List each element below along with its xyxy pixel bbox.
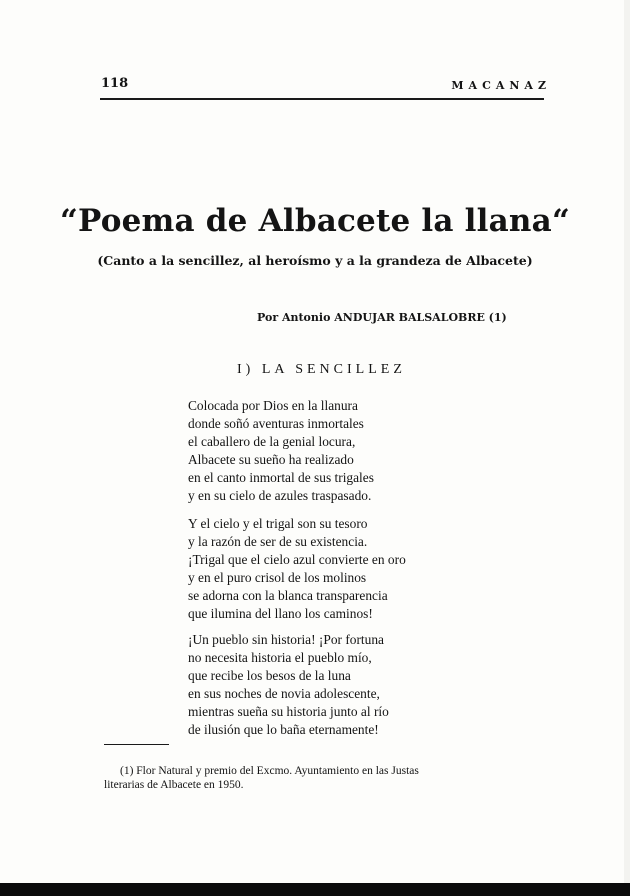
page-number: 118 [101,76,129,91]
verse-line: mientras sueña su historia junto al río [188,704,389,719]
verse-line: Colocada por Dios en la llanura [188,398,358,413]
verse-line: y en su cielo de azules traspasado. [188,488,372,503]
verse-line: no necesita historia el pueblo mío, [188,650,372,665]
verse-line: y la razón de ser de su existencia. [188,534,368,549]
verse-line: en el canto inmortal de sus trigales [188,470,374,485]
scan-bottom-border [0,883,630,896]
verse-line: de ilusión que lo baña eternamente! [188,722,379,737]
verse-line: ¡Trigal que el cielo azul convierte en oro [188,552,406,567]
poem-subtitle: (Canto a la sencillez, al heroísmo y a la grandeza de Albacete) [97,253,533,268]
verse-line: Y el cielo y el trigal son su tesoro [188,516,368,531]
section-heading: I) LA SENCILLEZ [237,362,406,377]
footnote [104,764,544,792]
footnote-line: (1) Flor Natural y premio del Excmo. Ayuntamiento en las Justas [120,765,419,777]
verse-line: se adorna con la blanca transparencia [188,588,388,603]
running-title: MACANAZ [451,79,551,92]
scan-page-edge [624,0,630,883]
footnote-rule [104,744,169,745]
verse-line: en sus noches de novia adolescente, [188,686,380,701]
footnote-line: literarias de Albacete en 1950. [104,779,244,791]
verse-line: donde soñó aventuras inmortales [188,416,364,431]
verse-line: que ilumina del llano los caminos! [188,606,373,621]
verse-line: Albacete su sueño ha realizado [188,452,354,467]
header-rule [100,98,544,100]
stanza-3 [188,631,389,739]
verse-line: ¡Un pueblo sin historia! ¡Por fortuna [188,632,384,647]
verse-line: que recibe los besos de la luna [188,668,351,683]
stanza-2 [188,515,406,623]
author-byline: Por Antonio ANDUJAR BALSALOBRE (1) [257,311,507,324]
stanza-1 [188,397,374,505]
verse-line: el caballero de la genial locura, [188,434,356,449]
poem-title: “Poema de Albacete la llana“ [60,203,570,239]
verse-line: y en el puro crisol de los molinos [188,570,367,585]
